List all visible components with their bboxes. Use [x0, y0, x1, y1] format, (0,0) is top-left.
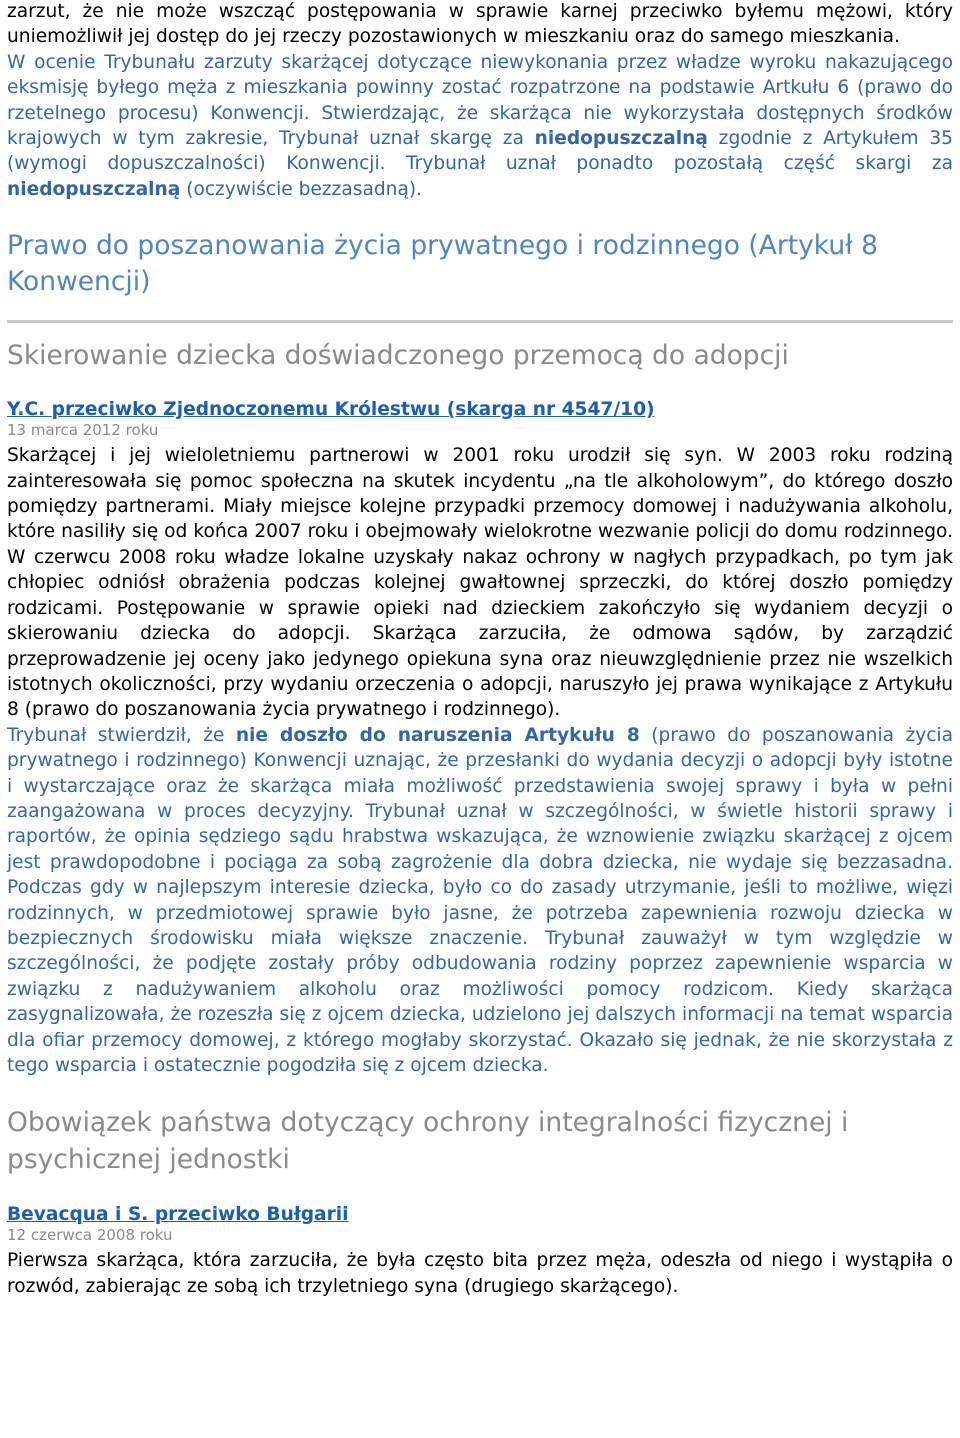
case-date-bevacqua: 12 czerwca 2008 roku [7, 1226, 173, 1245]
section-divider [7, 320, 953, 323]
section-heading-state-obligation: Obowiązek państwa dotyczący ochrony integralności fizycznej i psychicznej jednostki [7, 1107, 849, 1176]
case-title-link-yc[interactable]: Y.C. przeciwko Zjednoczonemu Królestwu (skarga nr 4547/10) [7, 399, 655, 421]
case-title-link-bevacqua[interactable]: Bevacqua i S. przeciwko Bułgarii [7, 1204, 349, 1226]
intro-paragraph-2-text-c: zgodnie z Artykułem 35 (wymogi dopuszczalności) Konwencji. Trybunał uznał ponadto pozostałą część skargi za [7, 128, 953, 175]
inadmissible-emphasis-1: niedopuszczalną [534, 128, 708, 150]
inadmissible-emphasis-2: niedopuszczalną [7, 178, 181, 200]
intro-paragraph-1: zarzut, że nie może wszcząć postępowania w sprawie karnej przeciwko byłemu mężowi, który uniemożliwił jej dostęp do jej rzeczy pozostawionych w mieszkaniu oraz do samego mieszkania. [7, 1, 953, 48]
case-facts-yc: Skarżącej i jej wieloletniemu partnerowi w 2001 roku urodził się syn. W 2003 roku rodziną zainteresowała się pomoc społeczna na skutek incydentu „na tle alkoholowym”, do którego doszło pomiędzy partnerami. Miały miejsce kolejne przypadki przemocy domowej i nadużywania alkoholu, które nasiliły się od końca 2007 roku i obejmowały wielokrotne wezwanie policji do domu rodzinnego. W czerwcu 2008 roku władze lokalne uzyskały nakaz ochrony w nagłych przypadkach, po tym jak chłopiec odniósł obrażenia podczas kolejnej gwałtownej sprzeczki, do której doszło pomiędzy rodzicami. Postępowanie w sprawie opieki nad dzieckiem zakończyło się wydaniem decyzji o skierowaniu dziecka do adopcji. Skarżąca zarzuciła, że odmowa sądów, by zarządzić przeprowadzenie jej oceny jako jedynego opiekuna syna oraz nieuwzględnienie przez nie wszelkich istotnych okoliczności, przy wydaniu orzeczenia o adopcji, naruszyło jej prawa wynikające z Artykułu 8 (prawo do poszanowania życia prywatnego i rodzinnego). [7, 445, 953, 721]
section-heading-article-8: Prawo do poszanowania życia prywatnego i rodzinnego (Artykuł 8 Konwencji) [7, 230, 878, 298]
intro-paragraph-2-text-a: W ocenie Trybunału zarzuty skarżącej dotyczące niewykonania przez władze wyroku nakazującego eksmisję byłego męża z mieszkania powinny zostać rozpatrzone na podstawie Artkułu 6 (prawo do rzetelnego procesu) Konwencji. Stwierdzając, że skarżąca nie wykorzystała dostępnych środków krajowych w tym zakresie, Trybunał uznał skargę za [7, 51, 953, 150]
ruling-text-b: (prawo do poszanowania życia prywatnego i rodzinnego) Konwencji uznając, że przesłanki do wydania decyzji o adopcji były istotne i wystarczające oraz że skarżąca miała możliwość przedstawienia swojej sprawy i była w pełni zaangażowana w proces decyzyjny. Trybunał uznał w szczególności, w świetle historii sprawy i raportów, że opinia sędziego sądu hrabstwa wskazująca, że wznowienie związku skarżącej z ojcem jest prawdopodobne i pociąga za sobą zagrożenie dla dobra dziecka, nie wydaje się bezzasadna. Podczas gdy w najlepszym interesie dziecka, było co do zasady utrzymanie, jeśli to możliwe, więzi rodzinnych, w przedmiotowej sprawie było jasne, że potrzeba zapewnienia rozwoju dziecka w bezpiecznych środowisku miała większe znaczenie. Trybunał zauważył w tym względzie w szczególności, że podjęte zostały próby odbudowania rodziny poprzez zapewnienie wsparcia w związku z nadużywaniem alkoholu oraz możliwości pomocy rodzicom. Kiedy skarżąca zasygnalizowała, że rozeszła się z ojcem dziecka, udzielono jej dalszych informacji na temat wsparcia dla ofiar przemocy domowej, z którego mogłaby skorzystać. Okazało się jednak, że nie skorzystała z tego wsparcia i ostatecznie pogodziła się z ojcem dziecka. [7, 724, 953, 1076]
ruling-text-a: Trybunał stwierdził, że [7, 724, 236, 746]
ruling-no-violation-emphasis: nie doszło do naruszenia Artykułu 8 [235, 724, 640, 746]
intro-paragraph-2-text-d: (oczywiście bezzasadną). [180, 178, 423, 200]
case-date-yc: 13 marca 2012 roku [7, 421, 159, 440]
case-facts-bevacqua: Pierwsza skarżąca, która zarzuciła, że była często bita przez męża, odeszła od niego i wystąpiła o rozwód, zabierając ze sobą ich trzyletniego syna (drugiego skarżącego). [7, 1250, 953, 1297]
intro-paragraph-2 [7, 50, 953, 202]
case-ruling-yc [7, 723, 953, 1079]
subsection-heading-adoption: Skierowanie dziecka doświadczonego przemocą do adopcji [7, 340, 789, 372]
